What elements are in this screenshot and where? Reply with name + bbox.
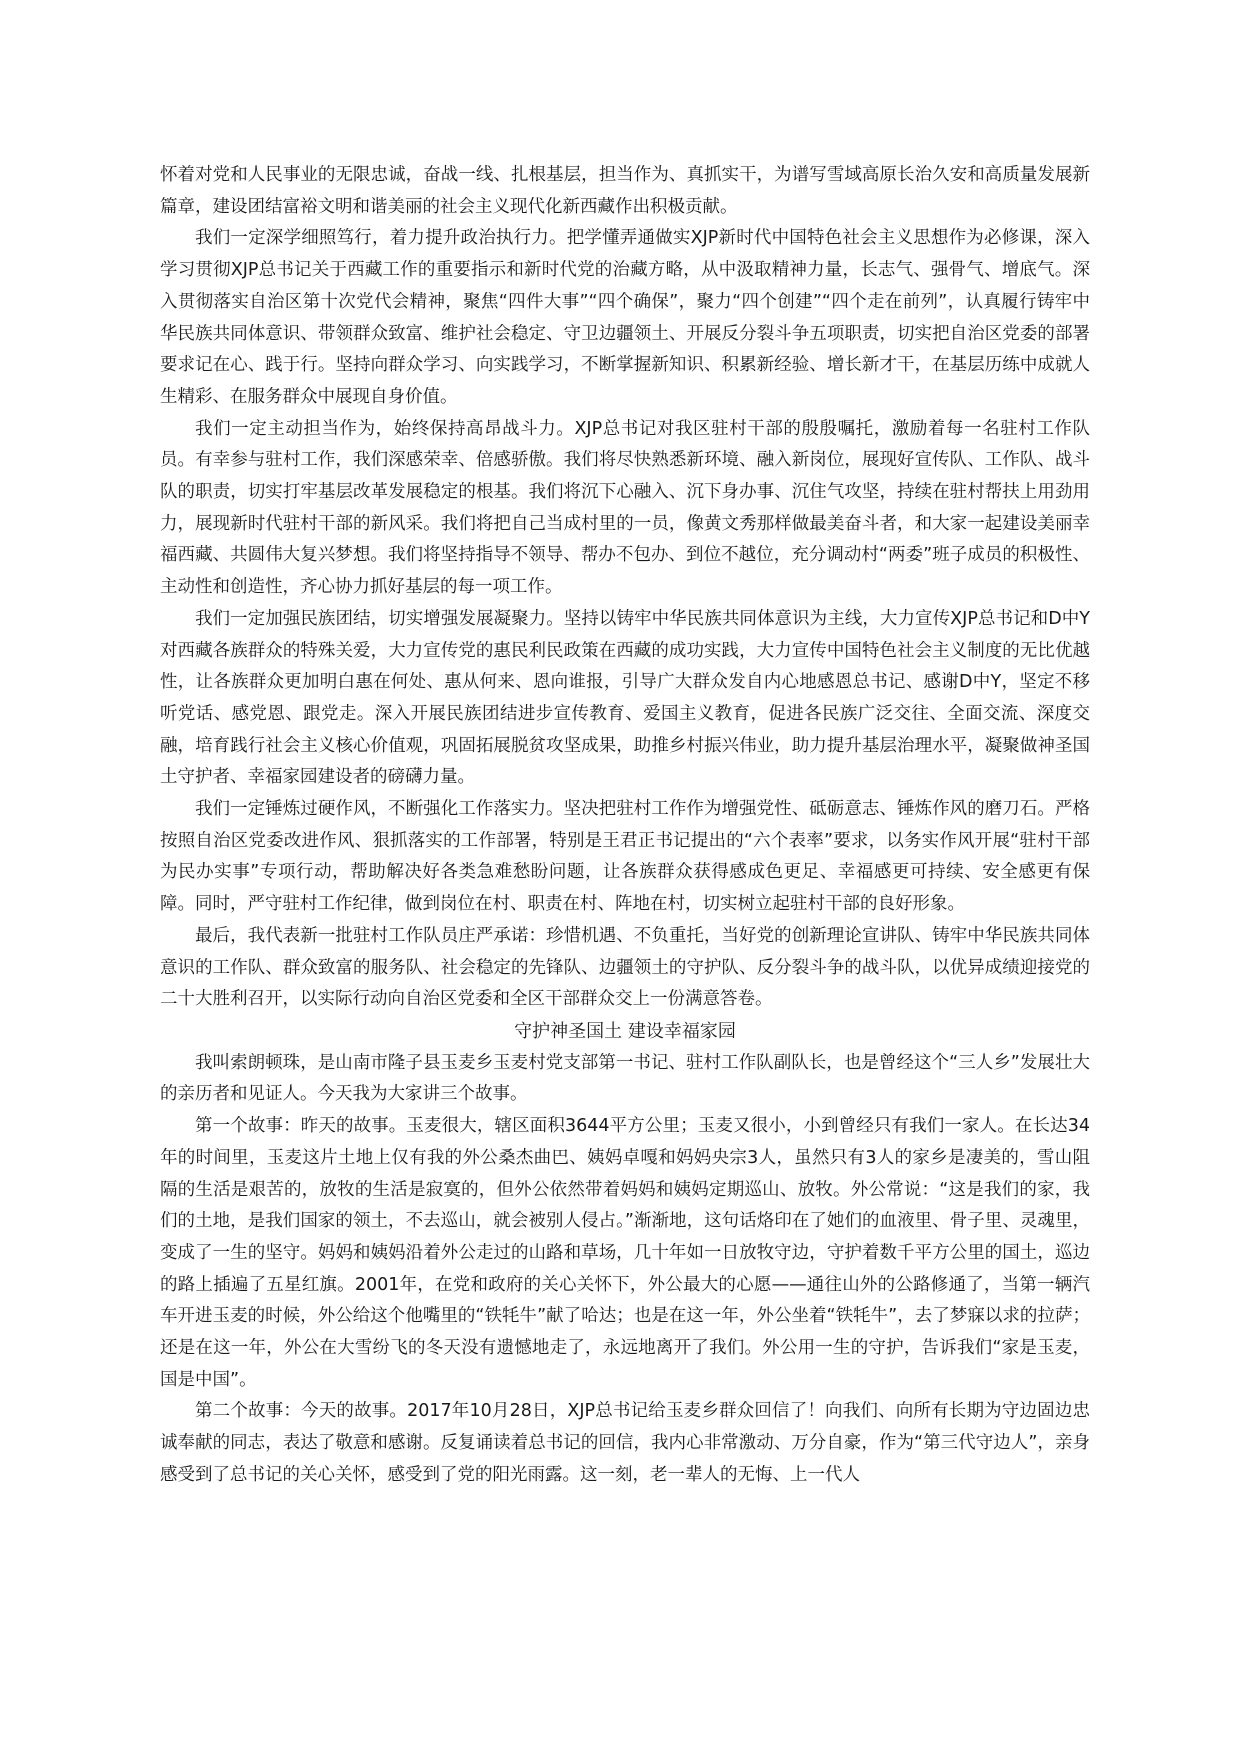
section-title: 守护神圣国土 建设幸福家园: [514, 1020, 736, 1042]
paragraph: 我叫索朗顿珠，是山南市隆子县玉麦乡玉麦村党支部第一书记、驻村工作队副队长，也是曾经这个“三人乡”发展壮大的亲历者和见证人。今天我为大家讲三个故事。: [160, 1052, 1090, 1105]
document-body: [160, 160, 1090, 1492]
paragraph: 第二个故事：今天的故事。2017年10月28日，XJP总书记给玉麦乡群众回信了！向我们、向所有长期为守边固边忠诚奉献的同志，表达了敬意和感谢。反复诵读着总书记的回信，我内心非常激动、万分自豪，作为“第三代守边人”，亲身感受到了总书记的关心关怀，感受到了党的阳光雨露。这一刻，老一辈人的无悔、上一代人: [160, 1401, 1090, 1485]
paragraph: 我们一定加强民族团结，切实增强发展凝聚力。坚持以铸牢中华民族共同体意识为主线，大力宣传XJP总书记和D中Y对西藏各族群众的特殊关爱，大力宣传党的惠民利民政策在西藏的成功实践，大力宣传中国特色社会主义制度的无比优越性，让各族群众更加明白惠在何处、惠从何来、恩向谁报，引导广大群众发自内心地感恩总书记、感谢D中Y，坚定不移听党话、感党恩、跟党走。深入开展民族团结进步宣传教育、爱国主义教育，促进各民族广泛交往、全面交流、深度交融，培育践行社会主义核心价值观，巩固拓展脱贫攻坚成果，助推乡村振兴伟业，助力提升基层治理水平，凝聚做神圣国土守护者、幸福家园建设者的磅礴力量。: [160, 608, 1090, 788]
paragraph: 第一个故事：昨天的故事。玉麦很大，辖区面积3644平方公里；玉麦又很小，小到曾经只有我们一家人。在长达34年的时间里，玉麦这片土地上仅有我的外公桑杰曲巴、姨妈卓嘎和妈妈央宗3人，虽然只有3人的家乡是凄美的，雪山阻隔的生活是艰苦的，放牧的生活是寂寞的，但外公依然带着妈妈和姨妈定期巡山、放牧。外公常说：“这是我们的家，我们的土地，是我们国家的领土，不去巡山，就会被别人侵占。”渐渐地，这句话烙印在了她们的血液里、骨子里、灵魂里，变成了一生的坚守。妈妈和姨妈沿着外公走过的山路和草场，几十年如一日放牧守边，守护着数千平方公里的国土，巡边的路上插遍了五星红旗。2001年，在党和政府的关心关怀下，外公最大的心愿——通往山外的公路修通了，当第一辆汽车开进玉麦的时候，外公给这个他嘴里的“铁牦牛”献了哈达；也是在这一年，外公坐着“铁牦牛”，去了梦寐以求的拉萨；还是在这一年，外公在大雪纷飞的冬天没有遗憾地走了，永远地离开了我们。外公用一生的守护，告诉我们“家是玉麦，国是中国”。: [160, 1116, 1090, 1390]
paragraph: 我们一定锤炼过硬作风，不断强化工作落实力。坚决把驻村工作作为增强党性、砥砺意志、锤炼作风的磨刀石。严格按照自治区党委改进作风、狠抓落实的工作部署，特别是王君正书记提出的“六个表率”要求，以务实作风开展“驻村干部为民办实事”专项行动，帮助解决好各类急难愁盼问题，让各族群众获得感成色更足、幸福感更可持续、安全感更有保障。同时，严守驻村工作纪律，做到岗位在村、职责在村、阵地在村，切实树立起驻村干部的良好形象。: [160, 799, 1090, 915]
paragraph: 我们一定主动担当作为，始终保持高昂战斗力。XJP总书记对我区驻村干部的殷殷嘱托，激励着每一名驻村工作队员。有幸参与驻村工作，我们深感荣幸、倍感骄傲。我们将尽快熟悉新环境、融入新岗位，展现好宣传队、工作队、战斗队的职责，切实打牢基层改革发展稳定的根基。我们将沉下心融入、沉下身办事、沉住气攻坚，持续在驻村帮扶上用劲用力，展现新时代驻村干部的新风采。我们将把自己当成村里的一员，像黄文秀那样做最美奋斗者，和大家一起建设美丽幸福西藏、共圆伟大复兴梦想。我们将坚持指导不领导、帮办不包办、到位不越位，充分调动村“两委”班子成员的积极性、主动性和创造性，齐心协力抓好基层的每一项工作。: [160, 418, 1090, 598]
paragraph: 我们一定深学细照笃行，着力提升政治执行力。把学懂弄通做实XJP新时代中国特色社会主义思想作为必修课，深入学习贯彻XJP总书记关于西藏工作的重要指示和新时代党的治藏方略，从中汲取精神力量，长志气、强骨气、增底气。深入贯彻落实自治区第十次党代会精神，聚焦“四件大事”“四个确保”，聚力“四个创建”“四个走在前列”，认真履行铸牢中华民族共同体意识、带领群众致富、维护社会稳定、守卫边疆领土、开展反分裂斗争五项职责，切实把自治区党委的部署要求记在心、践于行。坚持向群众学习、向实践学习，不断掌握新知识、积累新经验、增长新才干，在基层历练中成就人生精彩、在服务群众中展现自身价值。: [160, 228, 1090, 407]
paragraph: 怀着对党和人民事业的无限忠诚，奋战一线、扎根基层，担当作为、真抓实干，为谱写雪域高原长治久安和高质量发展新篇章，建设团结富裕文明和谐美丽的社会主义现代化新西藏作出积极贡献。: [160, 165, 1090, 217]
paragraph: 最后，我代表新一批驻村工作队员庄严承诺：珍惜机遇、不负重托，当好党的创新理论宣讲队、铸牢中华民族共同体意识的工作队、群众致富的服务队、社会稳定的先锋队、边疆领土的守护队、反分裂斗争的战斗队，以优异成绩迎接党的二十大胜利召开，以实际行动向自治区党委和全区干部群众交上一份满意答卷。: [160, 925, 1090, 1010]
